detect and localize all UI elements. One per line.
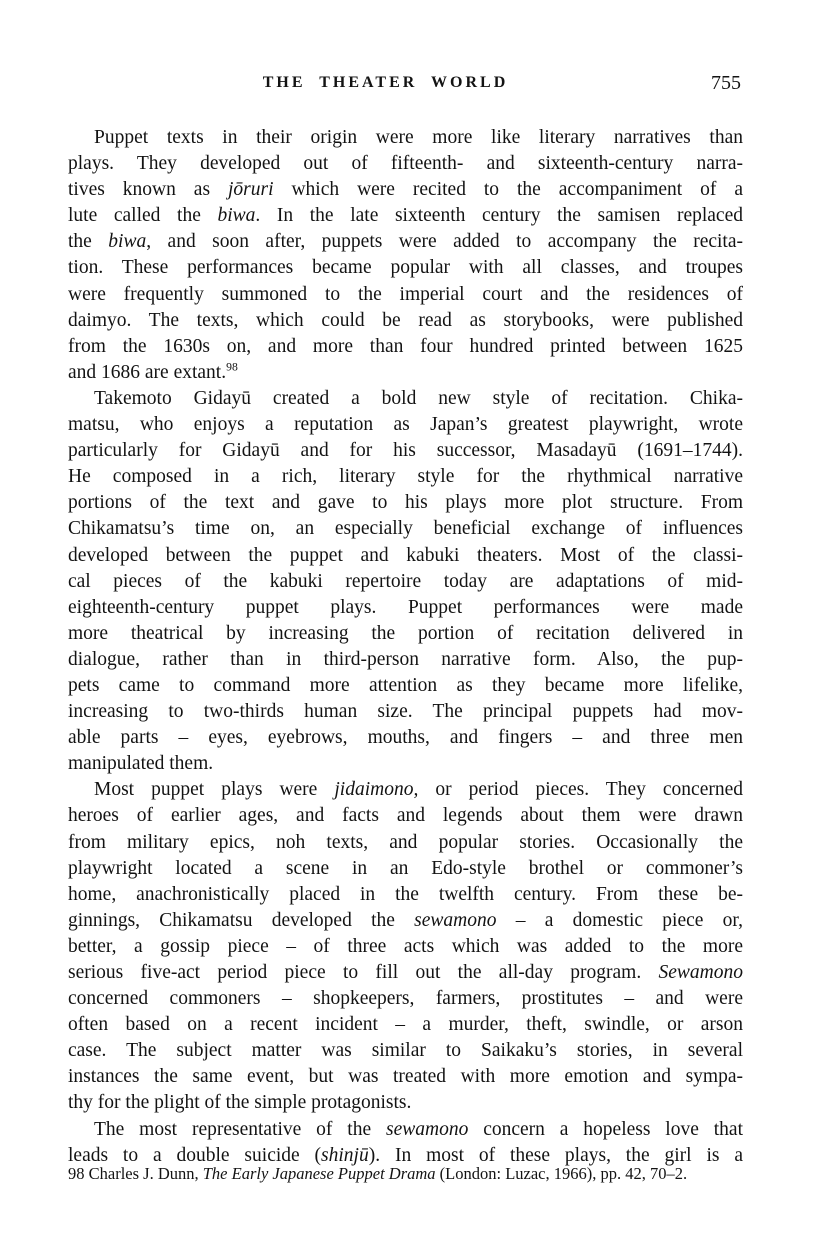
- text-line: [68, 595, 743, 621]
- text-line: [68, 438, 743, 464]
- text-line: [68, 725, 743, 751]
- text-segment: and 1686 are extant.: [68, 361, 227, 383]
- running-head-title: THE THEATER WORLD: [262, 74, 509, 91]
- text-segment: plays. They developed out of fifteenth- and sixteenth-century narra-: [68, 153, 743, 175]
- text-segment: jidaimono,: [334, 779, 419, 801]
- paragraph: [68, 1117, 743, 1169]
- text-line: [68, 1012, 743, 1038]
- text-segment: 98 Charles J. Dunn,: [68, 1164, 203, 1183]
- text-segment: cal pieces of the kabuki repertoire today are adaptations of mid-: [68, 570, 743, 592]
- text-segment: daimyo. The texts, which could be read as storybooks, were published: [68, 309, 743, 331]
- text-segment: jōruri: [228, 179, 274, 201]
- text-segment: shinjū: [321, 1144, 369, 1166]
- text-line: [68, 856, 743, 882]
- text-segment: case. The subject matter was similar to Saikaku’s stories, in several: [68, 1040, 743, 1062]
- text-segment: lute called the: [68, 205, 218, 227]
- text-segment: tives known as: [68, 179, 228, 201]
- text-segment: concern a hopeless love that: [468, 1118, 743, 1140]
- text-segment: leads to a double suicide (: [68, 1144, 322, 1166]
- text-segment: Chikamatsu’s time on, an especially beneficial exchange of influences: [68, 518, 743, 540]
- text-segment: Sewamono: [658, 962, 743, 983]
- text-line: [68, 1117, 743, 1143]
- text-segment: thy for the plight of the simple protagonists.: [68, 1092, 412, 1114]
- footnote-text: [68, 1164, 687, 1183]
- text-line: [68, 360, 743, 386]
- text-segment: Takemoto Gidayū created a bold new style of recitation. Chika-: [94, 387, 743, 409]
- text-segment: were frequently summoned to the imperial court and the residences of: [68, 283, 743, 305]
- text-segment: home, anachronistically placed in the twelfth century. From these be-: [68, 883, 743, 905]
- running-head: [68, 72, 743, 94]
- paragraph: [68, 125, 743, 386]
- text-segment: which were recited to the accompaniment of a: [273, 179, 744, 201]
- text-segment: developed between the puppet and kabuki theaters. Most of the classi-: [68, 544, 743, 566]
- text-segment: able parts – eyes, eyebrows, mouths, and fingers – and three men: [68, 727, 743, 749]
- paragraph: [68, 386, 743, 777]
- text-segment: increasing to two-thirds human size. The principal puppets had mov-: [68, 701, 743, 723]
- text-line: [68, 229, 743, 255]
- text-segment: matsu, who enjoys a reputation as Japan’s greatest playwright, wrote: [68, 414, 743, 436]
- text-segment: biwa: [108, 231, 147, 253]
- text-line: [68, 151, 743, 177]
- text-line: [68, 908, 743, 934]
- text-segment: (London: Luzac, 1966), pp. 42, 70–2.: [435, 1164, 688, 1183]
- text-segment: particularly for Gidayū and for his successor, Masadayū (1691–1744).: [68, 440, 743, 462]
- text-segment: heroes of earlier ages, and facts and legends about them were drawn: [68, 805, 743, 827]
- page-number: 755: [711, 72, 741, 94]
- text-segment: , and soon after, puppets were added to accompany the recita-: [146, 231, 744, 253]
- text-line: [68, 647, 743, 673]
- text-segment: better, a gossip piece – of three acts which was added to the more: [68, 935, 743, 957]
- footnote: [68, 1163, 758, 1184]
- text-segment: biwa: [217, 205, 256, 227]
- text-line: [68, 830, 743, 856]
- text-segment: The Early Japanese Puppet Drama: [202, 1164, 436, 1183]
- text-line: [68, 490, 743, 516]
- text-segment: portions of the text and gave to his plays more plot structure. From: [68, 492, 743, 514]
- text-segment: Most puppet plays were: [94, 779, 335, 801]
- text-line: [68, 960, 743, 986]
- footnote-marker: 98: [226, 360, 238, 374]
- text-segment: The most representative of the: [94, 1118, 386, 1140]
- text-line: [68, 621, 743, 647]
- text-line: [68, 334, 743, 360]
- text-line: [68, 177, 743, 203]
- text-segment: sewamono: [385, 1118, 469, 1140]
- text-line: [68, 1064, 743, 1090]
- text-segment: ginnings, Chikamatsu developed the: [68, 909, 415, 931]
- text-line: [68, 1090, 743, 1116]
- text-line: [68, 751, 743, 777]
- text-segment: ). In most of these plays, the girl is a: [368, 1144, 743, 1166]
- text-segment: instances the same event, but was treated with more emotion and sympa-: [68, 1066, 743, 1088]
- text-segment: manipulated them.: [68, 753, 214, 775]
- text-line: [68, 282, 743, 308]
- text-segment: dialogue, rather than in third-person narrative form. Also, the pup-: [68, 648, 743, 670]
- text-line: [68, 125, 743, 151]
- text-line: [68, 412, 743, 438]
- text-line: [68, 203, 743, 229]
- text-segment: eighteenth-century puppet plays. Puppet performances were made: [68, 596, 743, 618]
- text-line: [68, 803, 743, 829]
- text-line: [68, 1038, 743, 1064]
- text-segment: more theatrical by increasing the portion of recitation delivered in: [68, 622, 743, 644]
- text-segment: tion. These performances became popular with all classes, and troupes: [68, 257, 743, 279]
- text-line: [68, 934, 743, 960]
- text-segment: playwright located a scene in an Edo-style brothel or commoner’s: [68, 857, 743, 879]
- text-line: [68, 386, 743, 412]
- paragraph: [68, 777, 743, 1116]
- text-segment: He composed in a rich, literary style for the rhythmical narrative: [68, 466, 743, 488]
- text-segment: from military epics, noh texts, and popular stories. Occasionally the: [68, 831, 743, 853]
- text-line: [68, 777, 743, 803]
- text-line: [68, 569, 743, 595]
- text-line: [68, 673, 743, 699]
- text-line: [68, 464, 743, 490]
- text-segment: concerned commoners – shopkeepers, farmers, prostitutes – and were: [68, 988, 743, 1010]
- text-segment: from the 1630s on, and more than four hundred printed between 1625: [68, 335, 743, 357]
- text-segment: or period pieces. They concerned: [418, 779, 744, 801]
- text-line: [68, 543, 743, 569]
- text-segment: Puppet texts in their origin were more like literary narratives than: [94, 127, 743, 148]
- text-segment: – a domestic piece or,: [496, 909, 744, 931]
- text-segment: the: [68, 231, 109, 253]
- text-segment: . In the late sixteenth century the samisen replaced: [255, 205, 743, 227]
- text-line: [68, 255, 743, 281]
- text-segment: serious five-act period piece to fill out the all-day program.: [68, 962, 659, 983]
- text-segment: pets came to command more attention as they became more lifelike,: [68, 674, 743, 696]
- text-segment: sewamono: [414, 909, 497, 931]
- text-line: [68, 516, 743, 542]
- text-line: [68, 699, 743, 725]
- body-text: [68, 125, 743, 1169]
- text-line: [68, 882, 743, 908]
- text-line: [68, 308, 743, 334]
- text-line: [68, 986, 743, 1012]
- text-segment: often based on a recent incident – a murder, theft, swindle, or arson: [68, 1014, 743, 1036]
